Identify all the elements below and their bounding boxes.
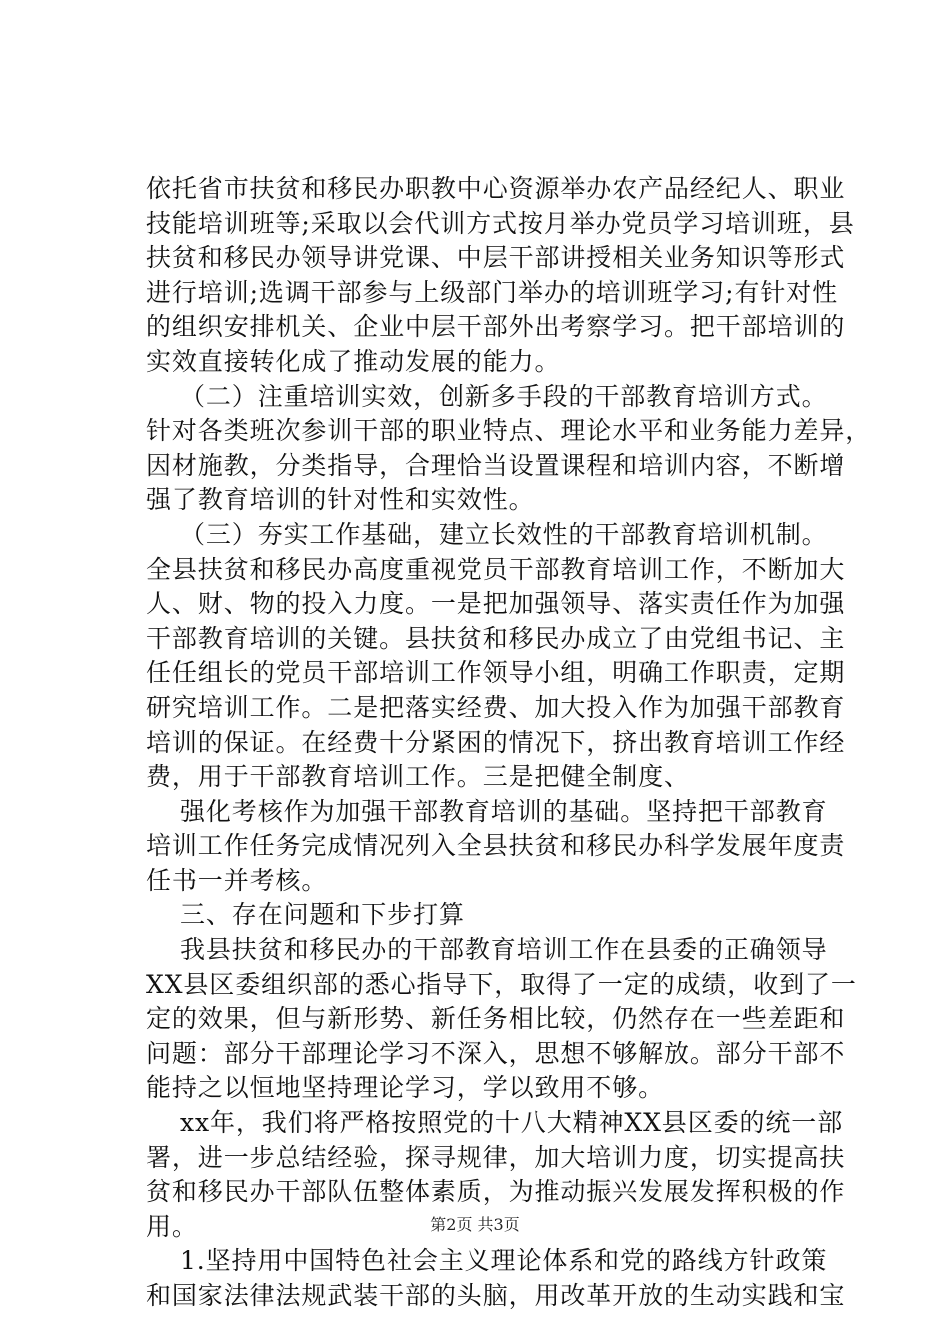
text-line: 任任组长的党员干部培训工作领导小组，明确工作职责，定期 bbox=[146, 658, 846, 688]
text-line: 署，进一步总结经验，探寻规律，加大培训力度，切实提高扶 bbox=[146, 1142, 846, 1172]
text-line: 费，用于干部教育培训工作。三是把健全制度、 bbox=[146, 762, 690, 792]
text-line: 能持之以恒地坚持理论学习，学以致用不够。 bbox=[146, 1073, 665, 1103]
text-line: 因材施教，分类指导，合理恰当设置课程和培训内容，不断增 bbox=[146, 450, 846, 480]
list-item-1: 1.坚持用中国特色社会主义理论体系和党的路线方针政策 bbox=[180, 1246, 828, 1276]
text-line: 进行培训;选调干部参与上级部门举办的培训班学习;有针对性 bbox=[146, 277, 839, 307]
section-heading-3: （三）夯实工作基础，建立长效性的干部教育培训机制。 bbox=[180, 519, 828, 549]
text-line: 培训的保证。在经费十分紧困的情况下，挤出教育培训工作经 bbox=[146, 727, 846, 757]
text-line: 和国家法律法规武装干部的头脑，用改革开放的生动实践和宝 bbox=[146, 1281, 846, 1310]
text-line: 实效直接转化成了推动发展的能力。 bbox=[146, 346, 561, 376]
text-line: 培训工作任务完成情况列入全县扶贫和移民办科学发展年度责 bbox=[146, 831, 846, 861]
section-heading-2: （二）注重培训实效，创新多手段的干部教育培训方式。 bbox=[180, 381, 828, 411]
text-line: 定的效果，但与新形势、新任务相比较，仍然存在一些差距和 bbox=[146, 1004, 846, 1034]
text-line: 全县扶贫和移民办高度重视党员干部教育培训工作，不断加大 bbox=[146, 554, 846, 584]
text-line: 扶贫和移民办领导讲党课、中层干部讲授相关业务知识等形式 bbox=[146, 243, 846, 273]
text-line: 干部教育培训的关键。县扶贫和移民办成立了由党组书记、主 bbox=[146, 623, 846, 653]
section-heading-problems: 三、存在问题和下步打算 bbox=[180, 900, 465, 930]
text-line: 人、财、物的投入力度。一是把加强领导、落实责任作为加强 bbox=[146, 589, 846, 619]
text-line: 贫和移民办干部队伍整体素质，为推动振兴发展发挥积极的作 bbox=[146, 1177, 846, 1207]
text-line: 技能培训班等;采取以会代训方式按月举办党员学习培训班，县 bbox=[146, 208, 855, 238]
text-line: 用。 bbox=[146, 1211, 198, 1241]
text-line: 任书一并考核。 bbox=[146, 865, 328, 895]
text-line: 问题：部分干部理论学习不深入，思想不够解放。部分干部不 bbox=[146, 1038, 846, 1068]
text-line: 的组织安排机关、企业中层干部外出考察学习。把干部培训的 bbox=[146, 312, 846, 342]
paragraph-start: 我县扶贫和移民办的干部教育培训工作在县委的正确领导 bbox=[180, 935, 828, 965]
paragraph-start: xx年，我们将严格按照党的十八大精神XX县区委的统一部 bbox=[180, 1108, 844, 1138]
text-line: 研究培训工作。二是把落实经费、加大投入作为加强干部教育 bbox=[146, 692, 846, 722]
text-line: 针对各类班次参训干部的职业特点、理论水平和业务能力差异， bbox=[146, 416, 872, 446]
text-line: 强了教育培训的针对性和实效性。 bbox=[146, 485, 535, 515]
page-number-footer: 第2页 共3页 bbox=[430, 1215, 520, 1234]
text-line: XX县区委组织部的悉心指导下，取得了一定的成绩，收到了一 bbox=[146, 969, 857, 999]
text-line: 依托省市扶贫和移民办职教中心资源举办农产品经纪人、职业 bbox=[146, 174, 846, 203]
paragraph-start: 强化考核作为加强干部教育培训的基础。坚持把干部教育 bbox=[180, 796, 828, 826]
document-body bbox=[146, 172, 872, 1314]
